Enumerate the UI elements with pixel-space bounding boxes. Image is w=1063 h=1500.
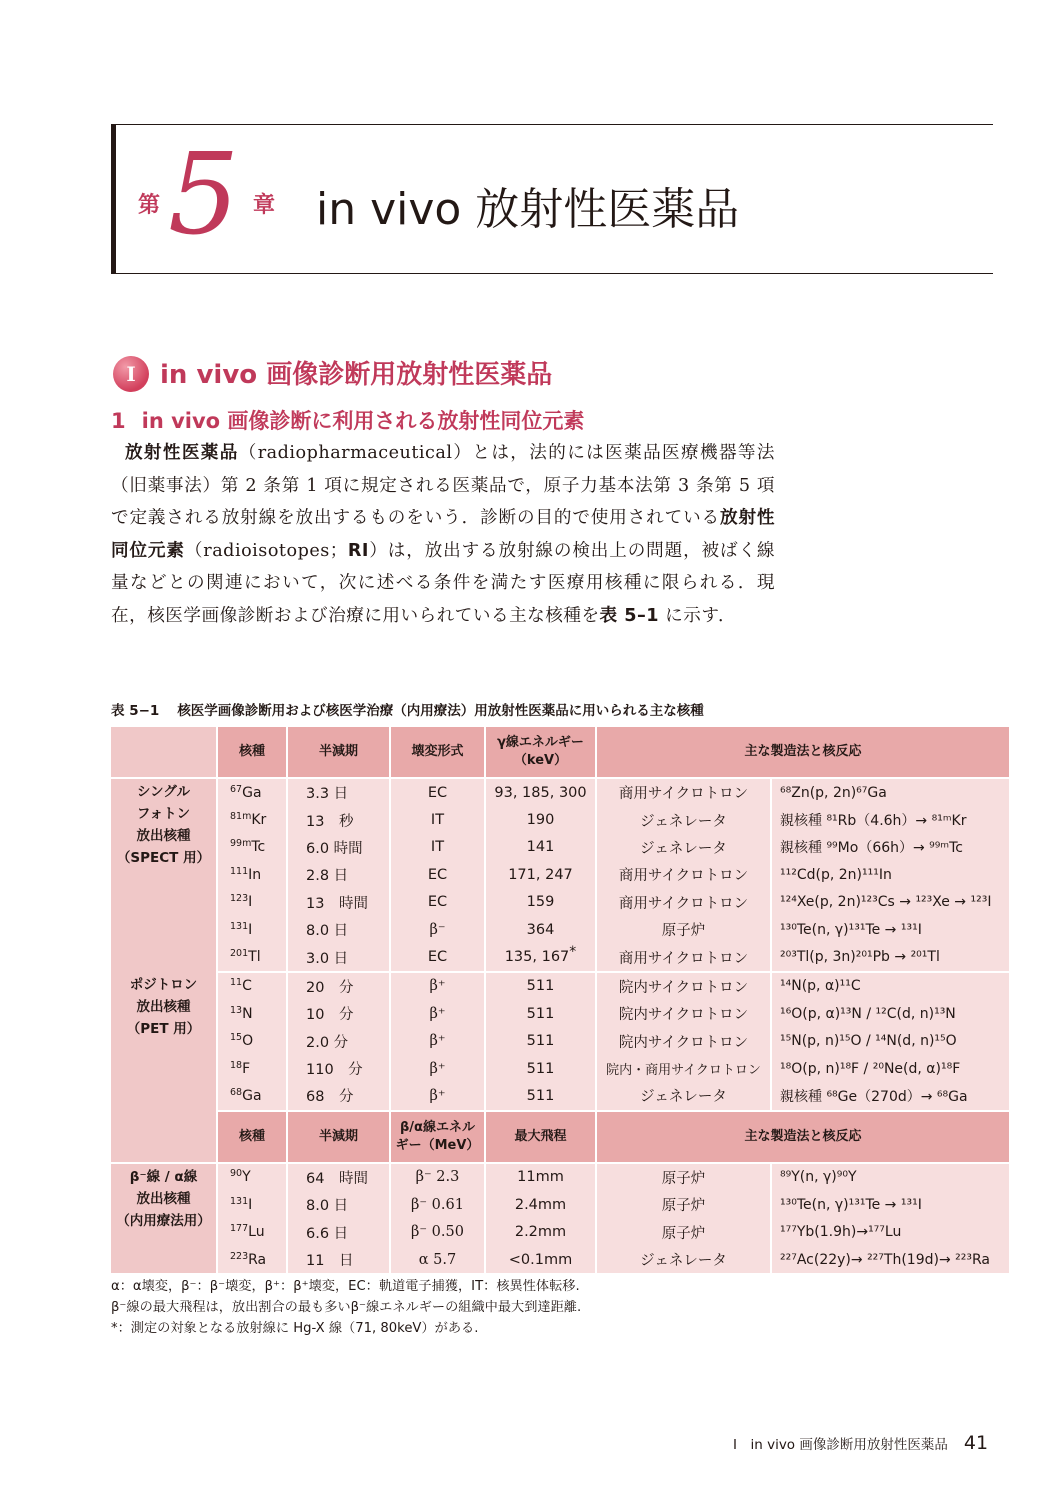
reaction-cell: ¹³⁰Te(n, γ)¹³¹Te → ¹³¹I [771,1191,1010,1218]
energy-cell: 511 [485,1028,596,1055]
table-header-row [111,727,1010,778]
body-text-2: （radioisotopes； [184,540,348,561]
nuclide-cell: $^{123}$I [217,889,287,916]
header-blank [111,1111,217,1163]
decay-cell: β⁻ [390,916,485,943]
decay-cell: EC [390,943,485,971]
halflife-cell: 68 分 [287,1082,390,1110]
header-production: 主な製造法と核反応 [596,1111,1010,1163]
halflife-cell: 2.0 分 [287,1028,390,1055]
chapter-title: in vivo 放射性医薬品 [316,184,740,235]
reaction-cell: ¹⁶O(p, α)¹³N / ¹²C(d, n)¹³N [771,1000,1010,1027]
chapter-header [111,124,993,274]
decay-cell: β⁺ [390,1082,485,1110]
nuclide-cell: $^{111}$In [217,861,287,888]
subsection-number: 1 [111,409,126,433]
energy-cell: β⁻ 0.50 [390,1218,485,1245]
method-cell: ジェネレータ [596,1246,771,1273]
body-text-1: （radiopharmaceutical）とは，法的には医薬品医療機器等法（旧薬事法）第 2 条第 1 項に規定される医薬品で，原子力基本法第 3 条第 5 項で定義される放射線を放出するものをいう．診断の目的で使用されている [111,443,775,528]
decay-cell: β⁺ [390,1028,485,1055]
note-line: α：α壊変，β⁻：β⁻壊変，β⁺：β⁺壊変，EC：軌道電子捕獲，IT：核異性体転移. [111,1279,580,1294]
energy-cell: 511 [485,1055,596,1082]
halflife-cell: 3.3 日 [287,778,390,806]
nuclide-cell: $^{99m}$Tc [217,834,287,861]
reaction-cell: ¹⁴N(p, α)¹¹C [771,972,1010,1000]
body-paragraph [111,437,775,632]
page-number: 41 [963,1432,989,1454]
table-caption [111,699,704,719]
decay-cell: EC [390,778,485,806]
note-line: β⁻線の最大飛程は，放出割合の最も多いβ⁻線エネルギーの組織中最大到達距離. [111,1300,582,1315]
energy-cell: 190 [485,806,596,833]
section-title: in vivo 画像診断用放射性医薬品 [160,360,553,390]
chapter-prefix: 第 [138,193,161,218]
group-spect: シングル フォトン 放出核種 （SPECT 用） [111,778,217,972]
page-footer [733,1432,988,1454]
method-cell: 商用サイクロトロン [596,943,771,971]
table-row [111,1055,1010,1082]
table-row [111,861,1010,888]
halflife-cell: 8.0 日 [287,916,390,943]
table-header-row-2 [111,1111,1010,1163]
term-ri: RI [347,540,369,561]
reaction-cell: ¹²⁴Xe(p, 2n)¹²³Cs → ¹²³Xe → ¹²³I [771,889,1010,916]
energy-cell: 364 [485,916,596,943]
range-cell: 11mm [485,1163,596,1191]
table-row [111,943,1010,971]
body-text-3: ）は，放出する放射線の検出上の問題，被ばく線量などとの関連において，次に述べる条件を満たす医療用核種に限られる．現在，核医学画像診断および治療に用いられている主な核種を [111,540,775,626]
note-line: *：測定の対象となる放射線に Hg-X 線（71, 80keV）がある. [111,1321,479,1336]
energy-cell: β⁻ 2.3 [390,1163,485,1191]
group-pet: ポジトロン 放出核種 （PET 用） [111,972,217,1111]
halflife-cell: 64 時間 [287,1163,390,1191]
nuclide-cell: $^{18}$F [217,1055,287,1082]
energy-cell: 511 [485,1000,596,1027]
method-cell: 原子炉 [596,1191,771,1218]
reaction-cell: ¹⁵N(p, n)¹⁵O / ¹⁴N(d, n)¹⁵O [771,1028,1010,1055]
nuclide-cell: $^{131}$I [217,916,287,943]
range-cell: 2.2mm [485,1218,596,1245]
reaction-cell: 親核種 ⁹⁹Mo（66h）→ ⁹⁹ᵐTc [771,834,1010,861]
header-halflife: 半減期 [287,727,390,778]
body-text-4: に示す． [659,605,737,626]
chapter-suffix: 章 [253,193,276,218]
method-cell: 院内・商用サイクロトロン [596,1055,771,1082]
table-row [111,889,1010,916]
energy-cell: 93, 185, 300 [485,778,596,806]
term-radiopharmaceutical: 放射性医薬品 [124,443,239,463]
reaction-cell: 親核種 ⁸¹Rb（4.6h）→ ⁸¹ᵐKr [771,806,1010,833]
decay-cell: β⁺ [390,1055,485,1082]
energy-cell: 141 [485,834,596,861]
nuclide-cell: $^{67}$Ga [217,778,287,806]
energy-cell: β⁻ 0.61 [390,1191,485,1218]
table-caption-label: 表 5−1 [111,703,160,719]
table-row [111,1082,1010,1110]
nuclide-cell: $^{177}$Lu [217,1218,287,1245]
header-production: 主な製造法と核反応 [596,727,1010,778]
method-cell: ジェネレータ [596,834,771,861]
range-cell: <0.1mm [485,1246,596,1273]
reaction-cell: ²⁰³Tl(p, 3n)²⁰¹Pb → ²⁰¹Tl [771,943,1010,971]
decay-cell: IT [390,834,485,861]
table-row [111,1246,1010,1273]
energy-asterisk: * [569,944,577,961]
nuclide-cell: $^{131}$I [217,1191,287,1218]
subsection-title [111,405,584,435]
header-halflife: 半減期 [287,1111,390,1163]
method-cell: 院内サイクロトロン [596,1000,771,1027]
header-nuclide: 核種 [217,1111,287,1163]
reaction-cell: ¹¹²Cd(p, 2n)¹¹¹In [771,861,1010,888]
halflife-cell: 13 時間 [287,889,390,916]
halflife-cell: 2.8 日 [287,861,390,888]
halflife-cell: 11 日 [287,1246,390,1273]
reaction-cell: ⁸⁹Y(n, γ)⁹⁰Y [771,1163,1010,1191]
nuclide-cell: $^{223}$Ra [217,1246,287,1273]
method-cell: 商用サイクロトロン [596,778,771,806]
reaction-cell: 親核種 ⁶⁸Ge（270d）→ ⁶⁸Ga [771,1082,1010,1110]
method-cell: 院内サイクロトロン [596,972,771,1000]
method-cell: 原子炉 [596,916,771,943]
group-therapy: β⁻線 / α線 放出核種 （内用療法用） [111,1163,217,1274]
table-row [111,1000,1010,1027]
decay-cell: IT [390,806,485,833]
table-row [111,778,1010,806]
table-caption-text: 核医学画像診断用および核医学治療（内用療法）用放射性医薬品に用いられる主な核種 [177,703,704,719]
energy-cell: 135, 167* [485,943,596,971]
nuclide-cell: $^{13}$N [217,1000,287,1027]
method-cell: ジェネレータ [596,806,771,833]
halflife-cell: 6.0 時間 [287,834,390,861]
table-notes [111,1276,581,1339]
table-row [111,1163,1010,1191]
energy-cell: 171, 247 [485,861,596,888]
nuclide-cell: $^{68}$Ga [217,1082,287,1110]
header-blank [111,727,217,778]
energy-cell: 159 [485,889,596,916]
table-row [111,806,1010,833]
method-cell: 原子炉 [596,1218,771,1245]
halflife-cell: 8.0 日 [287,1191,390,1218]
reaction-cell: ¹³⁰Te(n, γ)¹³¹Te → ¹³¹I [771,916,1010,943]
header-nuclide: 核種 [217,727,287,778]
table-row [111,972,1010,1000]
halflife-cell: 20 分 [287,972,390,1000]
header-energy: γ線エネルギー （keV） [485,727,596,778]
decay-cell: EC [390,861,485,888]
nuclide-table [111,727,1011,1273]
decay-cell: β⁺ [390,1000,485,1027]
term-radioisotope: 放射性同位元素 [111,508,775,561]
nuclide-cell: $^{15}$O [217,1028,287,1055]
method-cell: 原子炉 [596,1163,771,1191]
header-decay: 壊変形式 [390,727,485,778]
reaction-cell: ¹⁷⁷Yb(1.9h)→¹⁷⁷Lu [771,1218,1010,1245]
halflife-cell: 10 分 [287,1000,390,1027]
method-cell: ジェネレータ [596,1082,771,1110]
table-row [111,1191,1010,1218]
halflife-cell: 3.0 日 [287,943,390,971]
table-row [111,1218,1010,1245]
method-cell: 院内サイクロトロン [596,1028,771,1055]
table-row [111,834,1010,861]
halflife-cell: 13 秒 [287,806,390,833]
energy-cell: 511 [485,972,596,1000]
method-cell: 商用サイクロトロン [596,889,771,916]
reaction-cell: ²²⁷Ac(22y)→ ²²⁷Th(19d)→ ²²³Ra [771,1246,1010,1273]
nuclide-cell: $^{201}$Tl [217,943,287,971]
energy-cell: α 5.7 [390,1246,485,1273]
nuclide-cell: $^{11}$C [217,972,287,1000]
header-energy: β/α線エネル ギー（MeV） [390,1111,485,1163]
nuclide-cell: $^{90}$Y [217,1163,287,1191]
range-cell: 2.4mm [485,1191,596,1218]
nuclide-cell: $^{81m}$Kr [217,806,287,833]
chapter-number: 5 [168,130,240,260]
header-range: 最大飛程 [485,1111,596,1163]
subsection-text: in vivo 画像診断に利用される放射性同位元素 [141,409,585,433]
reaction-cell: ¹⁸O(p, n)¹⁸F / ²⁰Ne(d, α)¹⁸F [771,1055,1010,1082]
energy-cell: 511 [485,1082,596,1110]
halflife-cell: 6.6 日 [287,1218,390,1245]
decay-cell: EC [390,889,485,916]
method-cell: 商用サイクロトロン [596,861,771,888]
table-row [111,1028,1010,1055]
footer-section: I in vivo 画像診断用放射性医薬品 [733,1437,948,1453]
table-row [111,916,1010,943]
table-reference: 表 5–1 [599,605,660,626]
reaction-cell: ⁶⁸Zn(p, 2n)⁶⁷Ga [771,778,1010,806]
halflife-cell: 110 分 [287,1055,390,1082]
decay-cell: β⁺ [390,972,485,1000]
section-badge: I [113,356,149,392]
